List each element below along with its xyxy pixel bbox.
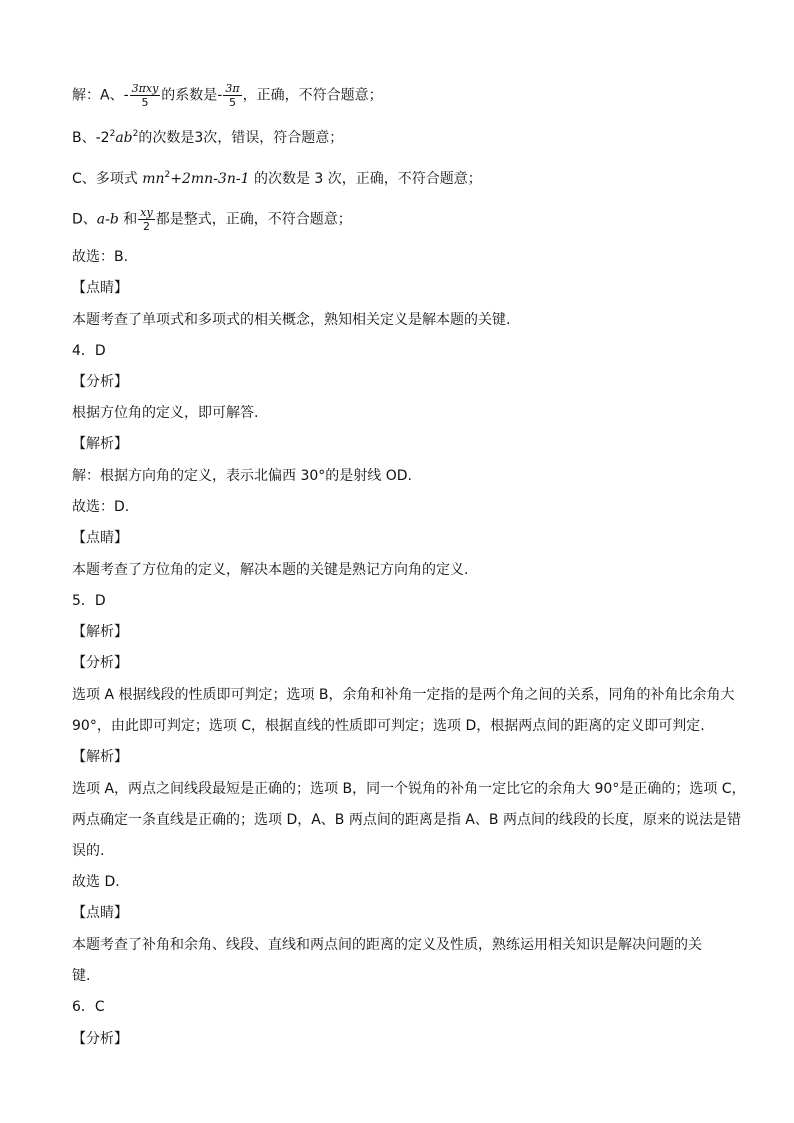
q5-analysis-line-2: 90°，由此即可判定；选项 C，根据直线的性质即可判定；选项 D，根据两点间的距离的定义即可判定. bbox=[72, 718, 705, 734]
q3-d-fraction-numerator: xy bbox=[140, 206, 153, 219]
q3-option-b-line bbox=[72, 128, 734, 148]
q4-analysis-heading: 【分析】 bbox=[72, 374, 128, 390]
q3-choose: 故选：B. bbox=[72, 249, 129, 265]
q3-b-exp1: 2 bbox=[109, 129, 116, 139]
q4-solution: 解：根据方向角的定义，表示北偏西 30°的是射线 OD. bbox=[72, 468, 412, 484]
q4-answer: 4．D bbox=[72, 343, 106, 359]
q4-comment-heading: 【点睛】 bbox=[72, 530, 128, 546]
q3-a-fraction-1 bbox=[130, 82, 161, 109]
q3-c-var: mn bbox=[142, 171, 165, 187]
q5-solution-line-2: 两点确定一条直线是正确的；选项 D，A、B 两点间的距离是指 A、B 两点间的线段的长度，原来的说法是错 bbox=[72, 812, 741, 828]
q3-comment-heading: 【点睛】 bbox=[72, 280, 128, 296]
q3-b-exp2: 2 bbox=[132, 129, 139, 139]
q5-comment-heading: 【点睛】 bbox=[72, 905, 128, 921]
q3-option-a-line bbox=[72, 82, 734, 109]
q5-solution-line-1: 选项 A，两点之间线段最短是正确的；选项 B，同一个锐角的补角一定比它的余角大 90°是正确的；选项 C， bbox=[72, 781, 746, 797]
q3-b-var: ab bbox=[115, 130, 133, 146]
q3-option-c-line bbox=[72, 169, 734, 189]
q5-solution-heading: 【解析】 bbox=[72, 749, 128, 765]
q3-d-fraction bbox=[138, 206, 154, 233]
q3-b-prefix: B、-2 bbox=[72, 130, 110, 146]
q3-a-fraction-2 bbox=[223, 82, 241, 109]
q4-analysis: 根据方位角的定义，即可解答. bbox=[72, 405, 259, 421]
q3-option-d-line bbox=[72, 206, 734, 233]
q5-comment-line-1: 本题考查了补角和余角、线段、直线和两点间的距离的定义及性质，熟练运用相关知识是解决问题的关 bbox=[72, 937, 702, 953]
q6-answer: 6．C bbox=[72, 999, 105, 1015]
q3-d-prefix: D、 bbox=[72, 211, 97, 228]
q6-analysis-heading: 【分析】 bbox=[72, 1031, 128, 1047]
q3-c-suffix: 的次数是 3 次，正确，不符合题意； bbox=[249, 171, 482, 187]
q4-comment: 本题考查了方位角的定义，解决本题的关键是熟记方向角的定义. bbox=[72, 562, 469, 578]
q5-answer: 5．D bbox=[72, 593, 106, 609]
q3-d-suffix: 都是整式，正确，不符合题意； bbox=[155, 211, 352, 228]
q3-a-fraction-2-numerator: 3π bbox=[225, 82, 240, 95]
q3-a-fraction-2-denominator: 5 bbox=[228, 96, 236, 109]
q5-heading-1: 【解析】 bbox=[72, 624, 128, 640]
q5-comment-line-2: 键. bbox=[72, 968, 91, 984]
q3-c-exp: 2 bbox=[164, 170, 171, 180]
q3-a-mid: 的系数是- bbox=[161, 87, 223, 104]
q3-d-fraction-denominator: 2 bbox=[142, 220, 150, 233]
q4-choose: 故选：D. bbox=[72, 499, 130, 515]
q5-analysis-line-1: 选项 A 根据线段的性质即可判定；选项 B，余角和补角一定指的是两个角之间的关系，同角的补角比余角大 bbox=[72, 687, 735, 703]
q5-solution-line-3: 误的. bbox=[72, 843, 105, 859]
q3-a-suffix: ，正确，不符合题意； bbox=[242, 87, 383, 104]
q3-b-suffix: 的次数是3次，错误，符合题意； bbox=[138, 130, 344, 146]
q3-a-fraction-1-numerator: 3πxy bbox=[131, 82, 159, 95]
q3-a-fraction-1-denominator: 5 bbox=[141, 96, 149, 109]
q5-heading-2: 【分析】 bbox=[72, 655, 128, 671]
q4-solution-heading: 【解析】 bbox=[72, 436, 128, 452]
q3-d-var: a-b bbox=[96, 211, 119, 228]
q3-comment: 本题考查了单项式和多项式的相关概念，熟知相关定义是解本题的关键. bbox=[72, 312, 511, 328]
q3-c-rest: +2mn-3n-1 bbox=[170, 171, 250, 187]
q5-choose: 故选 D. bbox=[72, 874, 120, 890]
q3-c-prefix: C、多项式 bbox=[72, 171, 143, 187]
q3-d-mid: 和 bbox=[118, 211, 138, 228]
q3-a-prefix: 解：A、- bbox=[72, 87, 129, 104]
